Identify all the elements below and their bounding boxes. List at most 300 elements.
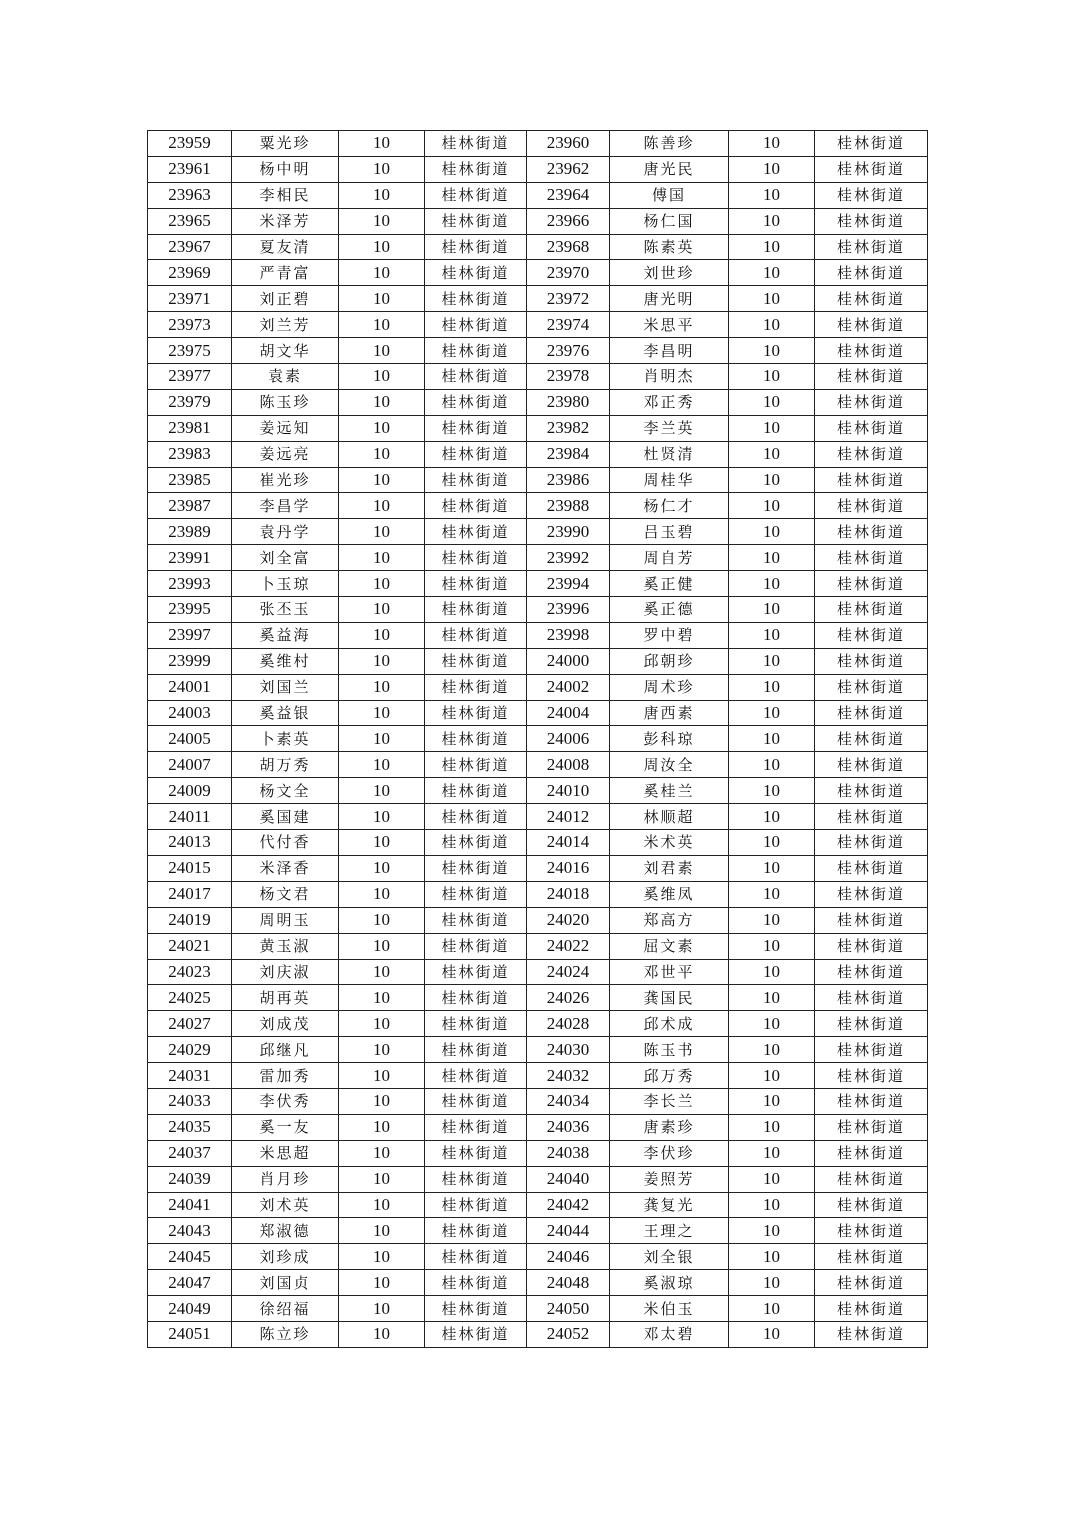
street-name-cell: 桂林街道: [425, 1037, 527, 1063]
amount-cell: 10: [339, 622, 425, 648]
street-name-cell: 桂林街道: [425, 804, 527, 830]
street-name-cell: 桂林街道: [815, 234, 928, 260]
street-name-cell: 桂林街道: [425, 415, 527, 441]
person-name-cell: 林顺超: [610, 804, 729, 830]
street-name-cell: 桂林街道: [425, 208, 527, 234]
amount-cell: 10: [729, 1063, 815, 1089]
record-number-cell: 24046: [527, 1244, 610, 1270]
amount-cell: 10: [339, 156, 425, 182]
street-name-cell: 桂林街道: [815, 933, 928, 959]
street-name-cell: 桂林街道: [425, 131, 527, 157]
table-row: [148, 597, 928, 623]
record-number-cell: 24048: [527, 1270, 610, 1296]
amount-cell: 10: [729, 855, 815, 881]
table-row: [148, 959, 928, 985]
street-name-cell: 桂林街道: [815, 674, 928, 700]
amount-cell: 10: [339, 493, 425, 519]
amount-cell: 10: [729, 389, 815, 415]
street-name-cell: 桂林街道: [425, 648, 527, 674]
person-name-cell: 奚正德: [610, 597, 729, 623]
person-name-cell: 姜远知: [232, 415, 339, 441]
amount-cell: 10: [339, 234, 425, 260]
record-number-cell: 24008: [527, 752, 610, 778]
table-row: [148, 1166, 928, 1192]
amount-cell: 10: [729, 364, 815, 390]
person-name-cell: 严青富: [232, 260, 339, 286]
amount-cell: 10: [729, 545, 815, 571]
amount-cell: 10: [339, 752, 425, 778]
record-number-cell: 23961: [148, 156, 232, 182]
person-name-cell: 刘术英: [232, 1192, 339, 1218]
table-row: [148, 1140, 928, 1166]
street-name-cell: 桂林街道: [815, 519, 928, 545]
amount-cell: 10: [339, 1114, 425, 1140]
street-name-cell: 桂林街道: [815, 855, 928, 881]
record-number-cell: 24043: [148, 1218, 232, 1244]
person-name-cell: 刘国兰: [232, 674, 339, 700]
street-name-cell: 桂林街道: [425, 1270, 527, 1296]
record-number-cell: 24011: [148, 804, 232, 830]
record-number-cell: 23980: [527, 389, 610, 415]
amount-cell: 10: [729, 1321, 815, 1347]
street-name-cell: 桂林街道: [425, 389, 527, 415]
table-row: [148, 545, 928, 571]
amount-cell: 10: [729, 571, 815, 597]
street-name-cell: 桂林街道: [815, 338, 928, 364]
record-number-cell: 23973: [148, 312, 232, 338]
street-name-cell: 桂林街道: [425, 519, 527, 545]
record-number-cell: 23979: [148, 389, 232, 415]
person-name-cell: 陈玉书: [610, 1037, 729, 1063]
street-name-cell: 桂林街道: [425, 855, 527, 881]
table-row: [148, 1321, 928, 1347]
street-name-cell: 桂林街道: [425, 1321, 527, 1347]
record-number-cell: 23981: [148, 415, 232, 441]
amount-cell: 10: [729, 156, 815, 182]
street-name-cell: 桂林街道: [815, 830, 928, 856]
record-number-cell: 23996: [527, 597, 610, 623]
street-name-cell: 桂林街道: [815, 1166, 928, 1192]
record-number-cell: 23990: [527, 519, 610, 545]
table-row: [148, 571, 928, 597]
amount-cell: 10: [339, 131, 425, 157]
record-number-cell: 24000: [527, 648, 610, 674]
person-name-cell: 陈善珍: [610, 131, 729, 157]
street-name-cell: 桂林街道: [425, 622, 527, 648]
street-name-cell: 桂林街道: [425, 1011, 527, 1037]
person-name-cell: 陈立珍: [232, 1321, 339, 1347]
record-number-cell: 23995: [148, 597, 232, 623]
table-row: [148, 493, 928, 519]
person-name-cell: 代付香: [232, 830, 339, 856]
record-number-cell: 23982: [527, 415, 610, 441]
person-name-cell: 袁丹学: [232, 519, 339, 545]
record-number-cell: 24050: [527, 1296, 610, 1322]
amount-cell: 10: [729, 700, 815, 726]
person-name-cell: 奚淑琼: [610, 1270, 729, 1296]
record-number-cell: 24051: [148, 1321, 232, 1347]
record-number-cell: 23966: [527, 208, 610, 234]
amount-cell: 10: [339, 881, 425, 907]
amount-cell: 10: [729, 338, 815, 364]
record-number-cell: 23986: [527, 467, 610, 493]
record-number-cell: 23978: [527, 364, 610, 390]
amount-cell: 10: [339, 389, 425, 415]
street-name-cell: 桂林街道: [425, 545, 527, 571]
amount-cell: 10: [339, 312, 425, 338]
street-name-cell: 桂林街道: [425, 182, 527, 208]
record-number-cell: 23962: [527, 156, 610, 182]
person-name-cell: 邓太碧: [610, 1321, 729, 1347]
table-row: [148, 338, 928, 364]
record-number-cell: 24014: [527, 830, 610, 856]
person-name-cell: 刘世珍: [610, 260, 729, 286]
amount-cell: 10: [339, 260, 425, 286]
record-number-cell: 24026: [527, 985, 610, 1011]
street-name-cell: 桂林街道: [425, 571, 527, 597]
record-number-cell: 23991: [148, 545, 232, 571]
person-name-cell: 李昌明: [610, 338, 729, 364]
street-name-cell: 桂林街道: [425, 1166, 527, 1192]
table-row: [148, 1192, 928, 1218]
street-name-cell: 桂林街道: [425, 286, 527, 312]
person-name-cell: 李伏珍: [610, 1140, 729, 1166]
table-row: [148, 1218, 928, 1244]
record-number-cell: 23993: [148, 571, 232, 597]
street-name-cell: 桂林街道: [425, 260, 527, 286]
person-name-cell: 徐绍福: [232, 1296, 339, 1322]
record-number-cell: 23968: [527, 234, 610, 260]
amount-cell: 10: [729, 597, 815, 623]
table-row: [148, 752, 928, 778]
table-row: [148, 131, 928, 157]
record-number-cell: 23976: [527, 338, 610, 364]
record-number-cell: 24004: [527, 700, 610, 726]
amount-cell: 10: [339, 726, 425, 752]
street-name-cell: 桂林街道: [815, 1114, 928, 1140]
street-name-cell: 桂林街道: [425, 338, 527, 364]
table-row: [148, 881, 928, 907]
table-row: [148, 156, 928, 182]
person-name-cell: 姜远亮: [232, 441, 339, 467]
table-row: [148, 726, 928, 752]
street-name-cell: 桂林街道: [425, 752, 527, 778]
amount-cell: 10: [339, 804, 425, 830]
street-name-cell: 桂林街道: [815, 959, 928, 985]
person-name-cell: 夏友清: [232, 234, 339, 260]
record-number-cell: 23977: [148, 364, 232, 390]
street-name-cell: 桂林街道: [425, 364, 527, 390]
amount-cell: 10: [729, 648, 815, 674]
record-number-cell: 24009: [148, 778, 232, 804]
record-number-cell: 24010: [527, 778, 610, 804]
amount-cell: 10: [729, 519, 815, 545]
amount-cell: 10: [339, 208, 425, 234]
amount-cell: 10: [729, 182, 815, 208]
table-row: [148, 519, 928, 545]
street-name-cell: 桂林街道: [425, 830, 527, 856]
street-name-cell: 桂林街道: [815, 985, 928, 1011]
person-name-cell: 奚益海: [232, 622, 339, 648]
record-number-cell: 24025: [148, 985, 232, 1011]
record-number-cell: 23972: [527, 286, 610, 312]
amount-cell: 10: [729, 778, 815, 804]
street-name-cell: 桂林街道: [425, 1192, 527, 1218]
person-name-cell: 张丕玉: [232, 597, 339, 623]
amount-cell: 10: [339, 648, 425, 674]
person-name-cell: 粟光珍: [232, 131, 339, 157]
person-name-cell: 卜素英: [232, 726, 339, 752]
street-name-cell: 桂林街道: [425, 959, 527, 985]
street-name-cell: 桂林街道: [815, 1011, 928, 1037]
person-name-cell: 胡文华: [232, 338, 339, 364]
street-name-cell: 桂林街道: [815, 156, 928, 182]
street-name-cell: 桂林街道: [425, 726, 527, 752]
person-name-cell: 龚国民: [610, 985, 729, 1011]
record-number-cell: 23992: [527, 545, 610, 571]
street-name-cell: 桂林街道: [425, 1296, 527, 1322]
street-name-cell: 桂林街道: [425, 881, 527, 907]
street-name-cell: 桂林街道: [425, 1218, 527, 1244]
person-name-cell: 刘成茂: [232, 1011, 339, 1037]
table-row: [148, 700, 928, 726]
street-name-cell: 桂林街道: [815, 1037, 928, 1063]
street-name-cell: 桂林街道: [815, 804, 928, 830]
table-row: [148, 1270, 928, 1296]
amount-cell: 10: [339, 364, 425, 390]
table-row: [148, 674, 928, 700]
amount-cell: 10: [729, 1140, 815, 1166]
table-row: [148, 830, 928, 856]
table-row: [148, 467, 928, 493]
amount-cell: 10: [339, 415, 425, 441]
record-number-cell: 23960: [527, 131, 610, 157]
record-number-cell: 24022: [527, 933, 610, 959]
table-row: [148, 441, 928, 467]
amount-cell: 10: [729, 1114, 815, 1140]
street-name-cell: 桂林街道: [815, 1192, 928, 1218]
street-name-cell: 桂林街道: [425, 467, 527, 493]
amount-cell: 10: [729, 1088, 815, 1114]
person-name-cell: 胡再英: [232, 985, 339, 1011]
person-name-cell: 唐光民: [610, 156, 729, 182]
amount-cell: 10: [729, 415, 815, 441]
table-row: [148, 286, 928, 312]
table-row: [148, 182, 928, 208]
street-name-cell: 桂林街道: [425, 674, 527, 700]
amount-cell: 10: [729, 234, 815, 260]
person-name-cell: 米泽芳: [232, 208, 339, 234]
record-number-cell: 24041: [148, 1192, 232, 1218]
record-number-cell: 23999: [148, 648, 232, 674]
table-row: [148, 804, 928, 830]
amount-cell: 10: [729, 933, 815, 959]
street-name-cell: 桂林街道: [815, 726, 928, 752]
street-name-cell: 桂林街道: [815, 441, 928, 467]
person-name-cell: 李长兰: [610, 1088, 729, 1114]
record-number-cell: 24020: [527, 907, 610, 933]
record-number-cell: 24024: [527, 959, 610, 985]
person-name-cell: 李伏秀: [232, 1088, 339, 1114]
record-number-cell: 24016: [527, 855, 610, 881]
amount-cell: 10: [729, 959, 815, 985]
person-name-cell: 奚国建: [232, 804, 339, 830]
street-name-cell: 桂林街道: [815, 1244, 928, 1270]
record-number-cell: 24027: [148, 1011, 232, 1037]
amount-cell: 10: [729, 1166, 815, 1192]
street-name-cell: 桂林街道: [815, 286, 928, 312]
street-name-cell: 桂林街道: [815, 182, 928, 208]
table-body: [148, 131, 928, 1348]
record-number-cell: 24052: [527, 1321, 610, 1347]
table-row: [148, 855, 928, 881]
amount-cell: 10: [339, 1011, 425, 1037]
record-number-cell: 23959: [148, 131, 232, 157]
record-number-cell: 23964: [527, 182, 610, 208]
street-name-cell: 桂林街道: [425, 985, 527, 1011]
person-name-cell: 米思超: [232, 1140, 339, 1166]
amount-cell: 10: [339, 597, 425, 623]
person-name-cell: 周桂华: [610, 467, 729, 493]
street-name-cell: 桂林街道: [425, 1063, 527, 1089]
record-number-cell: 24038: [527, 1140, 610, 1166]
amount-cell: 10: [339, 1166, 425, 1192]
amount-cell: 10: [729, 674, 815, 700]
amount-cell: 10: [339, 571, 425, 597]
table-row: [148, 1011, 928, 1037]
person-name-cell: 王理之: [610, 1218, 729, 1244]
person-name-cell: 奚益银: [232, 700, 339, 726]
record-number-cell: 23983: [148, 441, 232, 467]
amount-cell: 10: [339, 985, 425, 1011]
amount-cell: 10: [339, 1218, 425, 1244]
roster-table: [147, 130, 928, 1348]
amount-cell: 10: [339, 1244, 425, 1270]
person-name-cell: 李相民: [232, 182, 339, 208]
person-name-cell: 刘庆淑: [232, 959, 339, 985]
street-name-cell: 桂林街道: [815, 752, 928, 778]
amount-cell: 10: [339, 545, 425, 571]
amount-cell: 10: [729, 881, 815, 907]
amount-cell: 10: [339, 1088, 425, 1114]
street-name-cell: 桂林街道: [425, 312, 527, 338]
record-number-cell: 24044: [527, 1218, 610, 1244]
person-name-cell: 米术英: [610, 830, 729, 856]
record-number-cell: 24017: [148, 881, 232, 907]
street-name-cell: 桂林街道: [815, 208, 928, 234]
street-name-cell: 桂林街道: [425, 1088, 527, 1114]
amount-cell: 10: [339, 1192, 425, 1218]
record-number-cell: 24012: [527, 804, 610, 830]
person-name-cell: 李兰英: [610, 415, 729, 441]
record-number-cell: 23969: [148, 260, 232, 286]
amount-cell: 10: [729, 907, 815, 933]
record-number-cell: 24045: [148, 1244, 232, 1270]
person-name-cell: 肖月珍: [232, 1166, 339, 1192]
table-row: [148, 778, 928, 804]
street-name-cell: 桂林街道: [425, 234, 527, 260]
person-name-cell: 刘国贞: [232, 1270, 339, 1296]
amount-cell: 10: [729, 1296, 815, 1322]
street-name-cell: 桂林街道: [815, 1218, 928, 1244]
person-name-cell: 米思平: [610, 312, 729, 338]
amount-cell: 10: [339, 441, 425, 467]
street-name-cell: 桂林街道: [815, 131, 928, 157]
person-name-cell: 傅国: [610, 182, 729, 208]
amount-cell: 10: [339, 855, 425, 881]
street-name-cell: 桂林街道: [425, 493, 527, 519]
record-number-cell: 23974: [527, 312, 610, 338]
person-name-cell: 杜贤清: [610, 441, 729, 467]
record-number-cell: 24003: [148, 700, 232, 726]
table-row: [148, 208, 928, 234]
street-name-cell: 桂林街道: [425, 597, 527, 623]
street-name-cell: 桂林街道: [815, 364, 928, 390]
person-name-cell: 邱朝珍: [610, 648, 729, 674]
record-number-cell: 24047: [148, 1270, 232, 1296]
person-name-cell: 唐光明: [610, 286, 729, 312]
record-number-cell: 24035: [148, 1114, 232, 1140]
table-row: [148, 1063, 928, 1089]
person-name-cell: 刘全银: [610, 1244, 729, 1270]
street-name-cell: 桂林街道: [425, 933, 527, 959]
amount-cell: 10: [729, 1192, 815, 1218]
record-number-cell: 23987: [148, 493, 232, 519]
record-number-cell: 23988: [527, 493, 610, 519]
record-number-cell: 23998: [527, 622, 610, 648]
record-number-cell: 24033: [148, 1088, 232, 1114]
amount-cell: 10: [339, 338, 425, 364]
street-name-cell: 桂林街道: [425, 156, 527, 182]
amount-cell: 10: [729, 830, 815, 856]
person-name-cell: 罗中碧: [610, 622, 729, 648]
record-number-cell: 24023: [148, 959, 232, 985]
person-name-cell: 周自芳: [610, 545, 729, 571]
amount-cell: 10: [339, 1063, 425, 1089]
table-row: [148, 1088, 928, 1114]
street-name-cell: 桂林街道: [425, 907, 527, 933]
person-name-cell: 陈玉珍: [232, 389, 339, 415]
street-name-cell: 桂林街道: [425, 700, 527, 726]
street-name-cell: 桂林街道: [425, 1140, 527, 1166]
street-name-cell: 桂林街道: [815, 1140, 928, 1166]
amount-cell: 10: [339, 1321, 425, 1347]
amount-cell: 10: [729, 985, 815, 1011]
record-number-cell: 24018: [527, 881, 610, 907]
person-name-cell: 彭科琼: [610, 726, 729, 752]
amount-cell: 10: [729, 1218, 815, 1244]
street-name-cell: 桂林街道: [815, 778, 928, 804]
record-number-cell: 24028: [527, 1011, 610, 1037]
amount-cell: 10: [339, 286, 425, 312]
person-name-cell: 奚桂兰: [610, 778, 729, 804]
person-name-cell: 邱术成: [610, 1011, 729, 1037]
table-row: [148, 364, 928, 390]
record-number-cell: 24036: [527, 1114, 610, 1140]
street-name-cell: 桂林街道: [815, 1296, 928, 1322]
record-number-cell: 24002: [527, 674, 610, 700]
record-number-cell: 23975: [148, 338, 232, 364]
amount-cell: 10: [339, 959, 425, 985]
amount-cell: 10: [339, 674, 425, 700]
person-name-cell: 唐素珍: [610, 1114, 729, 1140]
amount-cell: 10: [339, 1037, 425, 1063]
person-name-cell: 杨仁才: [610, 493, 729, 519]
street-name-cell: 桂林街道: [815, 1321, 928, 1347]
amount-cell: 10: [729, 752, 815, 778]
amount-cell: 10: [729, 131, 815, 157]
record-number-cell: 24021: [148, 933, 232, 959]
